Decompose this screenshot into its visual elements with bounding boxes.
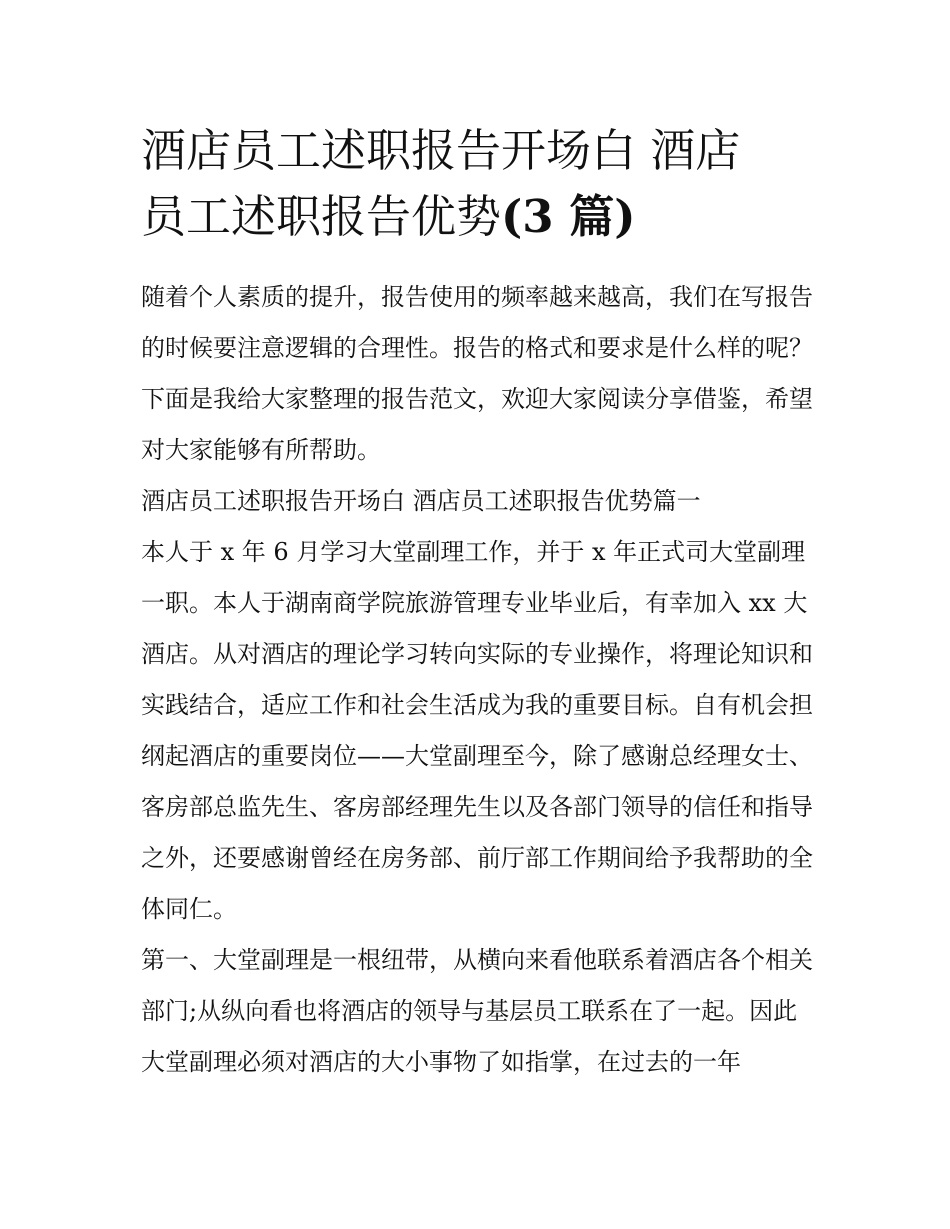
- section-heading: 酒店员工述职报告开场白 酒店员工述职报告优势篇一: [141, 487, 701, 515]
- document-page: [141, 118, 813, 1088]
- body-paragraph-1: 本人于 x 年 6 月学习大堂副理工作，并于 x 年正式司大堂副理一职。本人于湖南商学院旅游管理专业毕业后，有幸加入 xx 大酒店。从对酒店的理论学习转向实际的专业操作，将理论知识和实践结合，适应工作和社会生活成为我的重要目标。自有机会担纲起酒店的重要岗位——大堂副理至今，除了感谢总经理女士、客房部总监先生、客房部经理先生以及各部门领导的信任和指导之外，还要感谢曾经在房务部、前厅部工作期间给予我帮助的全体同仁。: [141, 538, 813, 923]
- document-title: [141, 118, 813, 250]
- title-line-2-prefix: 员工述职报告优势: [141, 190, 502, 243]
- title-line-1: 酒店员工述职报告开场白 酒店: [141, 124, 741, 177]
- title-line-2-suffix: (3 篇): [501, 190, 636, 243]
- body-paragraph-2: 第一、大堂副理是一根纽带，从横向来看他联系着酒店各个相关部门;从纵向看也将酒店的领导与基层员工联系在了一起。因此大堂副理必须对酒店的大小事物了如指掌，在过去的一年: [141, 946, 813, 1076]
- intro-paragraph: 随着个人素质的提升，报告使用的频率越来越高，我们在写报告的时候要注意逻辑的合理性。报告的格式和要求是什么样的呢？下面是我给大家整理的报告范文，欢迎大家阅读分享借鉴，希望对大家能够有所帮助。: [141, 283, 813, 464]
